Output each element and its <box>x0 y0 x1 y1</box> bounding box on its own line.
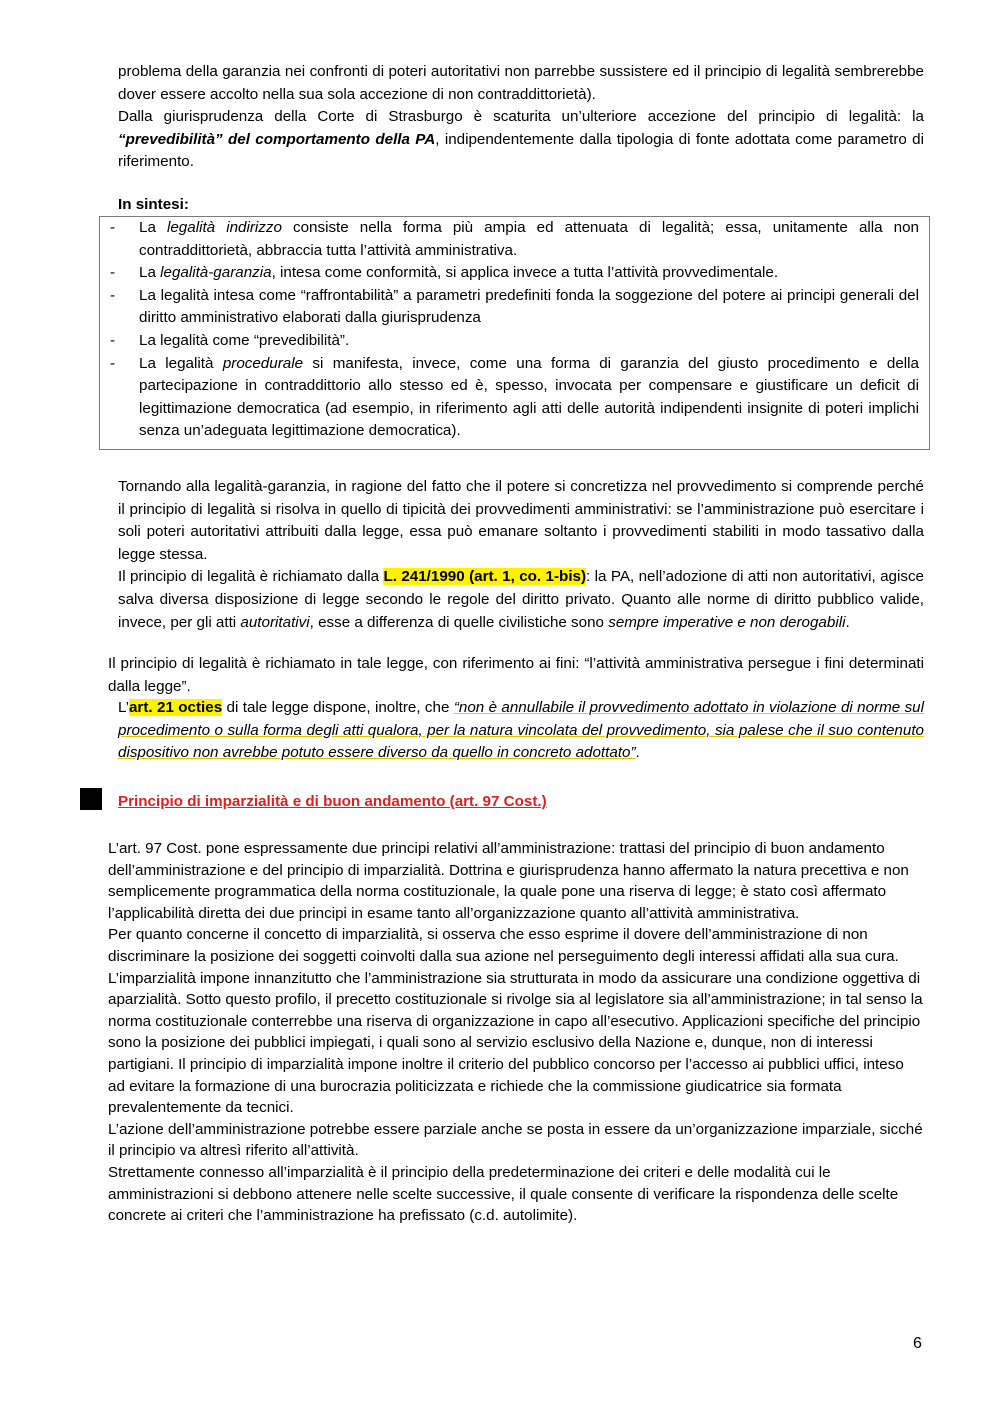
l241-text-end: . <box>845 613 850 631</box>
summary-item-text: La legalità <box>139 354 223 372</box>
summary-item-emphasis: legalità-garanzia <box>160 264 272 282</box>
intro-p2-text: Dalla giurisprudenza della Corte di Strasburgo è scaturita un’ulteriore accezione del principio di legalità: la <box>118 108 924 126</box>
list-dash: - <box>110 331 116 349</box>
art21-text-2: di tale legge dispone, inoltre, che <box>222 699 454 716</box>
section-paragraph-1: L’art. 97 Cost. pone espressamente due principi relativi all’amministrazione: trattasi del principio di buon andamento dell’amministrazione e del principio di imparzialità. Dottrina e giurisprudenza hanno affermato la natura precettiva e non semplicemente programmatica della norma costituzionale, la quale pone una riserva di legge; è stato così affermato l’applicabilità diretta dei due principi in esame tanto all’organizzazione quanto all’attività amministrativa. <box>108 840 909 922</box>
intro-p2-bold: “prevedibilità” del comportamento della PA <box>118 130 436 148</box>
intro-block <box>118 61 924 174</box>
list-dash: - <box>110 264 116 282</box>
l241-text: Il principio di legalità è richiamato dalla <box>118 568 384 586</box>
summary-item <box>100 262 929 285</box>
summary-item <box>100 353 929 443</box>
summary-item-emphasis: legalità indirizzo <box>166 219 282 236</box>
summary-item-text: La <box>139 264 161 282</box>
summary-box <box>99 216 930 450</box>
body-paragraph-fini: Il principio di legalità è richiamato in tale legge, con riferimento ai fini: “l’attività amministrativa persegue i fini determinati dalla legge”. <box>108 655 924 695</box>
summary-item <box>100 217 929 262</box>
summary-list <box>100 217 929 443</box>
summary-heading: In sintesi: <box>118 196 189 213</box>
art21-highlight: art. 21 octies <box>128 699 223 716</box>
section-paragraph-2: Per quanto concerne il concetto di imparzialità, si osserva che esso esprime il dovere dell’amministrazione di non discriminare la posizione dei soggetti coinvolti dalla sua azione nel perseguimento degli interessi affidati alla sua cura. L’imparzialità impone innanzitutto che l’amministrazione sia strutturata in modo da assicurare una condizione oggettiva di aparzialità. Sotto questo profilo, il precetto costituzionale si rivolge sia al legislatore sia all’amministrazione; in tal senso la norma costituzionale conterrebbe una riserva di organizzazione in capo all’esecutivo. Applicazioni specifiche del principio sono la posizione dei pubblici impiegati, i quali sono al servizio esclusivo della Nazione e, dunque, non di interessi partigiani. Il principio di imparzialità impone inoltre il criterio del pubblico concorso per l’accesso ai pubblici uffici, inteso ad evitare la formazione di una burocrazia politicizzata e richiede che la commissione giudicatrice sia formata prevalentemente da tecnici. <box>108 926 923 1117</box>
summary-item-text-end: si manifesta, invece, come una forma di garanzia del giusto procedimento e della partecipazione in contraddittorio allo stesso ed è, spesso, invocata per compensare e giustificare un deficit di legittimazione democratica (ad esempio, in riferimento agli atti delle autorità indipendenti insignite di poteri implichi senza un’adeguata legittimazione democratica). <box>139 354 919 440</box>
body-block <box>118 476 924 634</box>
list-dash: - <box>110 354 116 372</box>
body-paragraph-l241 <box>118 566 924 634</box>
section-title: Principio di imparzialità e di buon andamento (art. 97 Cost.) <box>118 793 547 810</box>
l241-text-3: , esse a differenza di quelle civilistiche sono <box>309 613 609 631</box>
l241-text-2: : la PA, nell’adozione di atti non autoritativi, agisce salva diversa disposizione di legge secondo le regole del diritto privato. Quanto alle norme di diritto pubblico valide, invece, per gli atti <box>118 568 924 631</box>
art21-text: L’ <box>118 699 129 716</box>
summary-item <box>100 285 929 330</box>
summary-item-text-end: consiste nella forma più ampia ed attenuata di legalità; essa, unitamente alla non contraddittorietà, abbraccia tutta l’attività amministrativa. <box>139 219 920 259</box>
body-paragraph-tipicita: Tornando alla legalità-garanzia, in ragione del fatto che il potere si concretizza nel provvedimento si comprende perché il principio di legalità si risolva in quello di tipicità dei provvedimenti amministrativi: se l’amministrazione può esercitare i soli poteri autoritativi attribuiti dalla legge, essa può emanare soltanto i provvedimenti stabiliti in modo tassativo dalla legge stessa. <box>118 478 924 563</box>
body-paragraph-21octies <box>118 697 924 765</box>
summary-item-text: La <box>139 219 167 236</box>
l241-highlight: L. 241/1990 (art. 1, co. 1-bis) <box>383 568 587 586</box>
summary-item <box>100 330 929 353</box>
list-dash: - <box>110 219 116 236</box>
summary-item-text-end: , intesa come conformità, si applica invece a tutta l’attività provvedimentale. <box>271 264 779 282</box>
summary-item-emphasis: procedurale <box>222 354 304 372</box>
page-number: 6 <box>913 1335 922 1352</box>
summary-item-text: La legalità intesa come “raffrontabilità” a parametri predefiniti fonda la soggezione del potere ai principi generali del diritto amministrativo elaborati dalla giurisprudenza <box>139 286 919 327</box>
l241-emphasis-2: sempre imperative e non derogabili <box>608 613 846 631</box>
section-paragraph-4: Strettamente connesso all’imparzialità è il principio della predeterminazione dei criteri e delle modalità cui le amministrazioni si debbono attenere nelle scelte successive, il quale consente di verificare la rispondenza delle scelte concrete ai criteri che l’amministrazione ha prefissato (c.d. autolimite). <box>108 1163 899 1225</box>
section-bullet-marker <box>80 788 102 810</box>
list-dash: - <box>110 286 116 304</box>
summary-item-text: La legalità come “prevedibilità”. <box>139 331 350 349</box>
intro-paragraph-1: problema della garanzia nei confronti di poteri autoritativi non parrebbe sussistere ed il principio di legalità sembrerebbe dover essere accolto nella sua sola accezione di non contraddittorietà). <box>118 63 924 103</box>
art21-quote: “non è annullabile il provvedimento adottato in violazione di norme sul procedimento o sulla forma degli atti qualora, per la natura vincolata del provvedimento, sia palese che il suo contenuto dispositivo non avrebbe potuto essere diverso da quello in concreto adottato” <box>118 699 924 762</box>
section-paragraph-3: L’azione dell’amministrazione potrebbe essere parziale anche se posta in essere da un’organizzazione imparziale, sicché il principio va altresì riferito all’attività. <box>108 1120 923 1160</box>
intro-paragraph-2 <box>118 106 924 174</box>
art21-text-end: . <box>635 744 640 762</box>
l241-emphasis-1: autoritativi <box>240 613 310 631</box>
intro-p2-text-end: , indipendentemente dalla tipologia di fonte adottata come parametro di riferimento. <box>118 130 924 171</box>
section-body <box>108 838 924 1227</box>
